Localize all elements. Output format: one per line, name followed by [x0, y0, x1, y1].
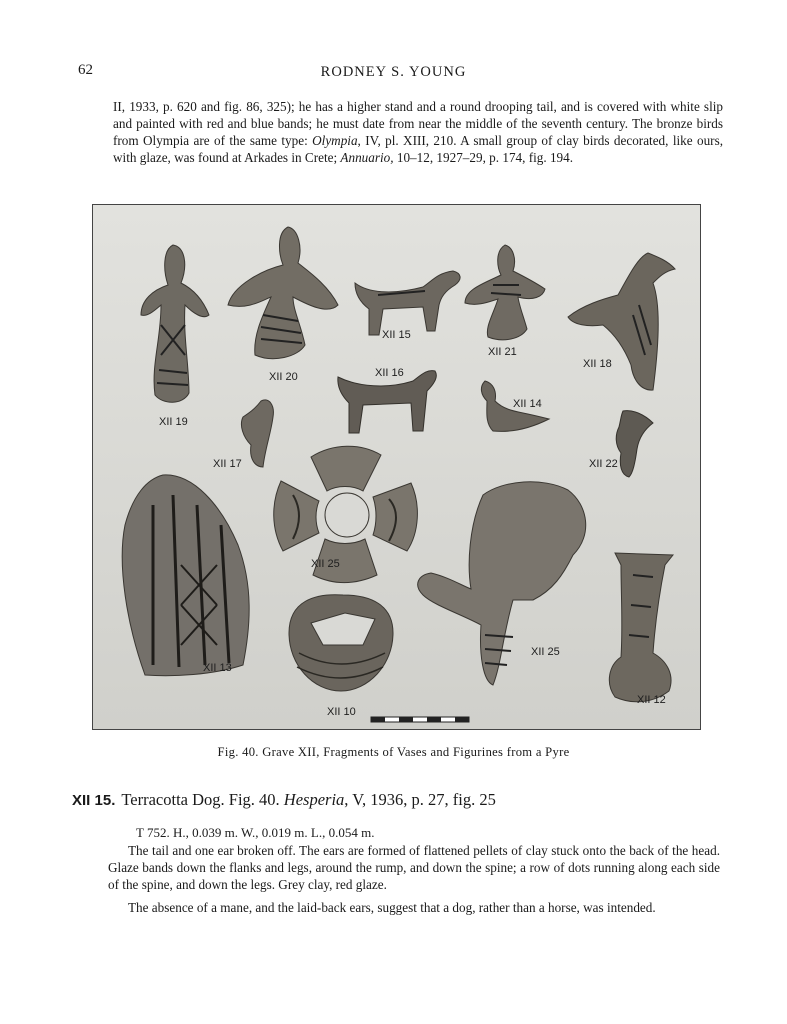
- figure-caption: Fig. 40. Grave XII, Fragments of Vases and Figurines from a Pyre: [217, 745, 570, 759]
- intro-paragraph: [113, 98, 723, 166]
- label-xii-10: XII 10: [327, 706, 356, 718]
- label-xii-20: XII 20: [269, 371, 298, 383]
- label-xii-13: XII 13: [203, 662, 232, 674]
- label-xii-16: XII 16: [375, 367, 404, 379]
- intro-run-4: 10–12, 1927–29, p. 174, fig. 194.: [393, 150, 574, 165]
- label-xii-25-bowl: XII 25: [311, 558, 340, 570]
- entry-description: [108, 842, 720, 922]
- entry-measurements: T 752. H., 0.039 m. W., 0.019 m. L., 0.054 m.: [136, 825, 375, 840]
- scale-bar: [371, 717, 469, 722]
- label-xii-17: XII 17: [213, 458, 242, 470]
- entry-heading: [72, 790, 496, 810]
- page-number: 62: [78, 62, 93, 78]
- running-head: RODNEY S. YOUNG: [320, 64, 467, 80]
- entry-title-journal: Hesperia: [283, 790, 345, 809]
- label-xii-15: XII 15: [382, 329, 411, 341]
- entry-number: XII 15.: [72, 792, 116, 809]
- intro-run-2: , IV, pl. XIII, 210. A small group of clay birds decorated, like ours, with glaze, was found at Arkades in Crete;: [113, 133, 723, 165]
- label-xii-12: XII 12: [637, 694, 666, 706]
- intro-run-3: Annuario,: [340, 150, 394, 165]
- label-xii-25-jug: XII 25: [531, 646, 560, 658]
- figure-plate: [92, 204, 701, 730]
- entry-title-b: , V, 1936, p. 27, fig. 25: [344, 790, 496, 809]
- description-paragraph-2: The absence of a mane, and the laid-back ears, suggest that a dog, rather than a horse, was intended.: [128, 900, 656, 915]
- description-paragraph-1: The tail and one ear broken off. The ears are formed of flattened pellets of clay stuck onto the back of the head. Glaze bands down the flanks and legs, around the rump, and down the spine; a row of dots running along each side of the spine, and down the legs. Grey clay, red glaze.: [108, 843, 720, 892]
- label-xii-14: XII 14: [513, 398, 542, 410]
- label-xii-21: XII 21: [488, 346, 517, 358]
- entry-title-a: Terracotta Dog. Fig. 40.: [121, 790, 284, 809]
- intro-run-1: Olympia: [312, 133, 358, 148]
- plate-photo: [93, 205, 700, 729]
- label-xii-19: XII 19: [159, 416, 188, 428]
- label-xii-18: XII 18: [583, 358, 612, 370]
- label-xii-22: XII 22: [589, 458, 618, 470]
- intro-run-0: II, 1933, p. 620 and fig. 86, 325); he has a higher stand and a round drooping tail, and is covered with white slip and painted with red and blue bands; he must date from near the middle of the seventh century. The bronze birds from Olympia are of the same type:: [113, 99, 723, 148]
